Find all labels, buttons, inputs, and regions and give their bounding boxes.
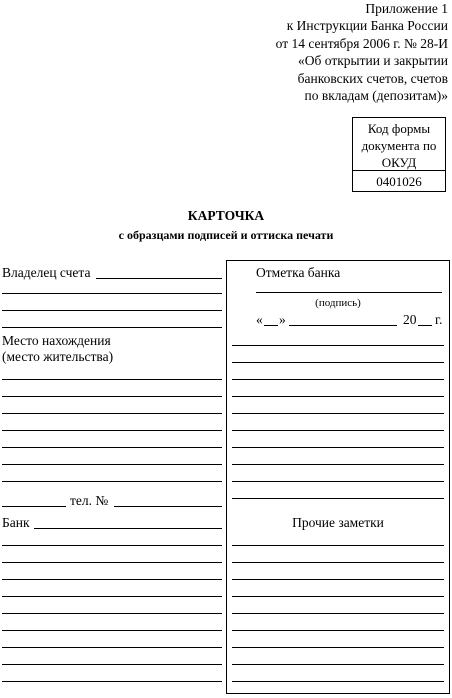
okud-label-line-3: ОКУД [381, 155, 417, 170]
okud-label-line-2: документа по [361, 138, 437, 153]
notes-line-5[interactable] [232, 613, 444, 614]
notes-line-8[interactable] [232, 664, 444, 665]
okud-label [353, 118, 445, 171]
appendix-line-2: к Инструкции Банка России [286, 18, 448, 34]
bank-mark-label: Отметка банка [256, 265, 341, 280]
location-field-line-6[interactable] [2, 464, 222, 465]
date-open-quote: « [256, 312, 263, 327]
bank-field-line-10[interactable] [2, 681, 222, 682]
bank-field-line-3[interactable] [2, 562, 222, 563]
bank-field-line-7[interactable] [2, 630, 222, 631]
date-close-quote: » [279, 312, 286, 327]
bank-mark-line-5[interactable] [232, 413, 444, 414]
date-day-field[interactable] [264, 325, 278, 326]
phone-label: тел. № [70, 493, 109, 508]
date-month-field[interactable] [289, 325, 397, 326]
owner-label: Владелец счета [2, 265, 91, 280]
notes-line-9[interactable] [232, 681, 444, 682]
bank-field[interactable] [34, 528, 222, 529]
notes-line-6[interactable] [232, 630, 444, 631]
appendix-header [276, 0, 448, 104]
bank-label: Банк [2, 515, 30, 530]
bank-field-line-2[interactable] [2, 545, 222, 546]
other-notes-label: Прочие заметки [292, 515, 384, 530]
location-label-line-1: Место нахождения [2, 333, 111, 348]
bank-field-line-5[interactable] [2, 596, 222, 597]
date-year-field[interactable] [418, 325, 432, 326]
appendix-line-3: от 14 сентября 2006 г. № 28-И [275, 35, 448, 51]
location-label-line-2: (место жительства) [2, 349, 114, 364]
owner-field-line-2[interactable] [2, 293, 222, 294]
card-subtitle: с образцами подписей и оттиска печати [118, 228, 334, 242]
bank-mark-line-9[interactable] [232, 481, 444, 482]
okud-label-line-1: Код формы [367, 121, 431, 136]
okud-code-box [352, 117, 446, 192]
signature-caption: (подпись) [315, 297, 361, 309]
notes-line-2[interactable] [232, 562, 444, 563]
phone-field[interactable] [114, 506, 222, 507]
bank-field-line-8[interactable] [2, 647, 222, 648]
location-label [2, 333, 113, 365]
appendix-line-1: Приложение 1 [365, 1, 448, 16]
bank-signature-field[interactable] [256, 292, 442, 293]
appendix-line-6: по вкладам (депозитам)» [304, 88, 448, 104]
okud-code-value: 0401026 [376, 174, 422, 189]
bank-field-line-9[interactable] [2, 664, 222, 665]
bank-mark-line-1[interactable] [232, 345, 444, 346]
owner-field[interactable] [96, 278, 222, 279]
bank-field-line-6[interactable] [2, 613, 222, 614]
date-year-suffix: г. [435, 312, 443, 327]
appendix-line-4: «Об открытии и закрытии [298, 53, 448, 69]
bank-mark-line-2[interactable] [232, 362, 444, 363]
location-field-line-5[interactable] [2, 447, 222, 448]
location-field-line-7[interactable] [2, 481, 222, 482]
bank-mark-line-10[interactable] [232, 498, 444, 499]
notes-line-3[interactable] [232, 579, 444, 580]
bank-field-line-4[interactable] [2, 579, 222, 580]
card-title: КАРТОЧКА [187, 208, 265, 223]
notes-line-1[interactable] [232, 545, 444, 546]
bank-mark-line-8[interactable] [232, 464, 444, 465]
notes-line-4[interactable] [232, 596, 444, 597]
location-field-line-4[interactable] [2, 430, 222, 431]
bank-mark-line-6[interactable] [232, 430, 444, 431]
phone-prefix-field[interactable] [2, 506, 66, 507]
date-year-prefix: 20 [403, 312, 417, 327]
owner-field-line-4[interactable] [2, 327, 222, 328]
bank-mark-line-3[interactable] [232, 379, 444, 380]
bank-mark-line-7[interactable] [232, 447, 444, 448]
location-field-line-3[interactable] [2, 413, 222, 414]
notes-line-7[interactable] [232, 647, 444, 648]
bank-mark-line-4[interactable] [232, 396, 444, 397]
owner-field-line-3[interactable] [2, 310, 222, 311]
location-field-line-1[interactable] [2, 379, 222, 380]
location-field-line-2[interactable] [2, 396, 222, 397]
appendix-line-5: банковских счетов, счетов [297, 70, 448, 86]
